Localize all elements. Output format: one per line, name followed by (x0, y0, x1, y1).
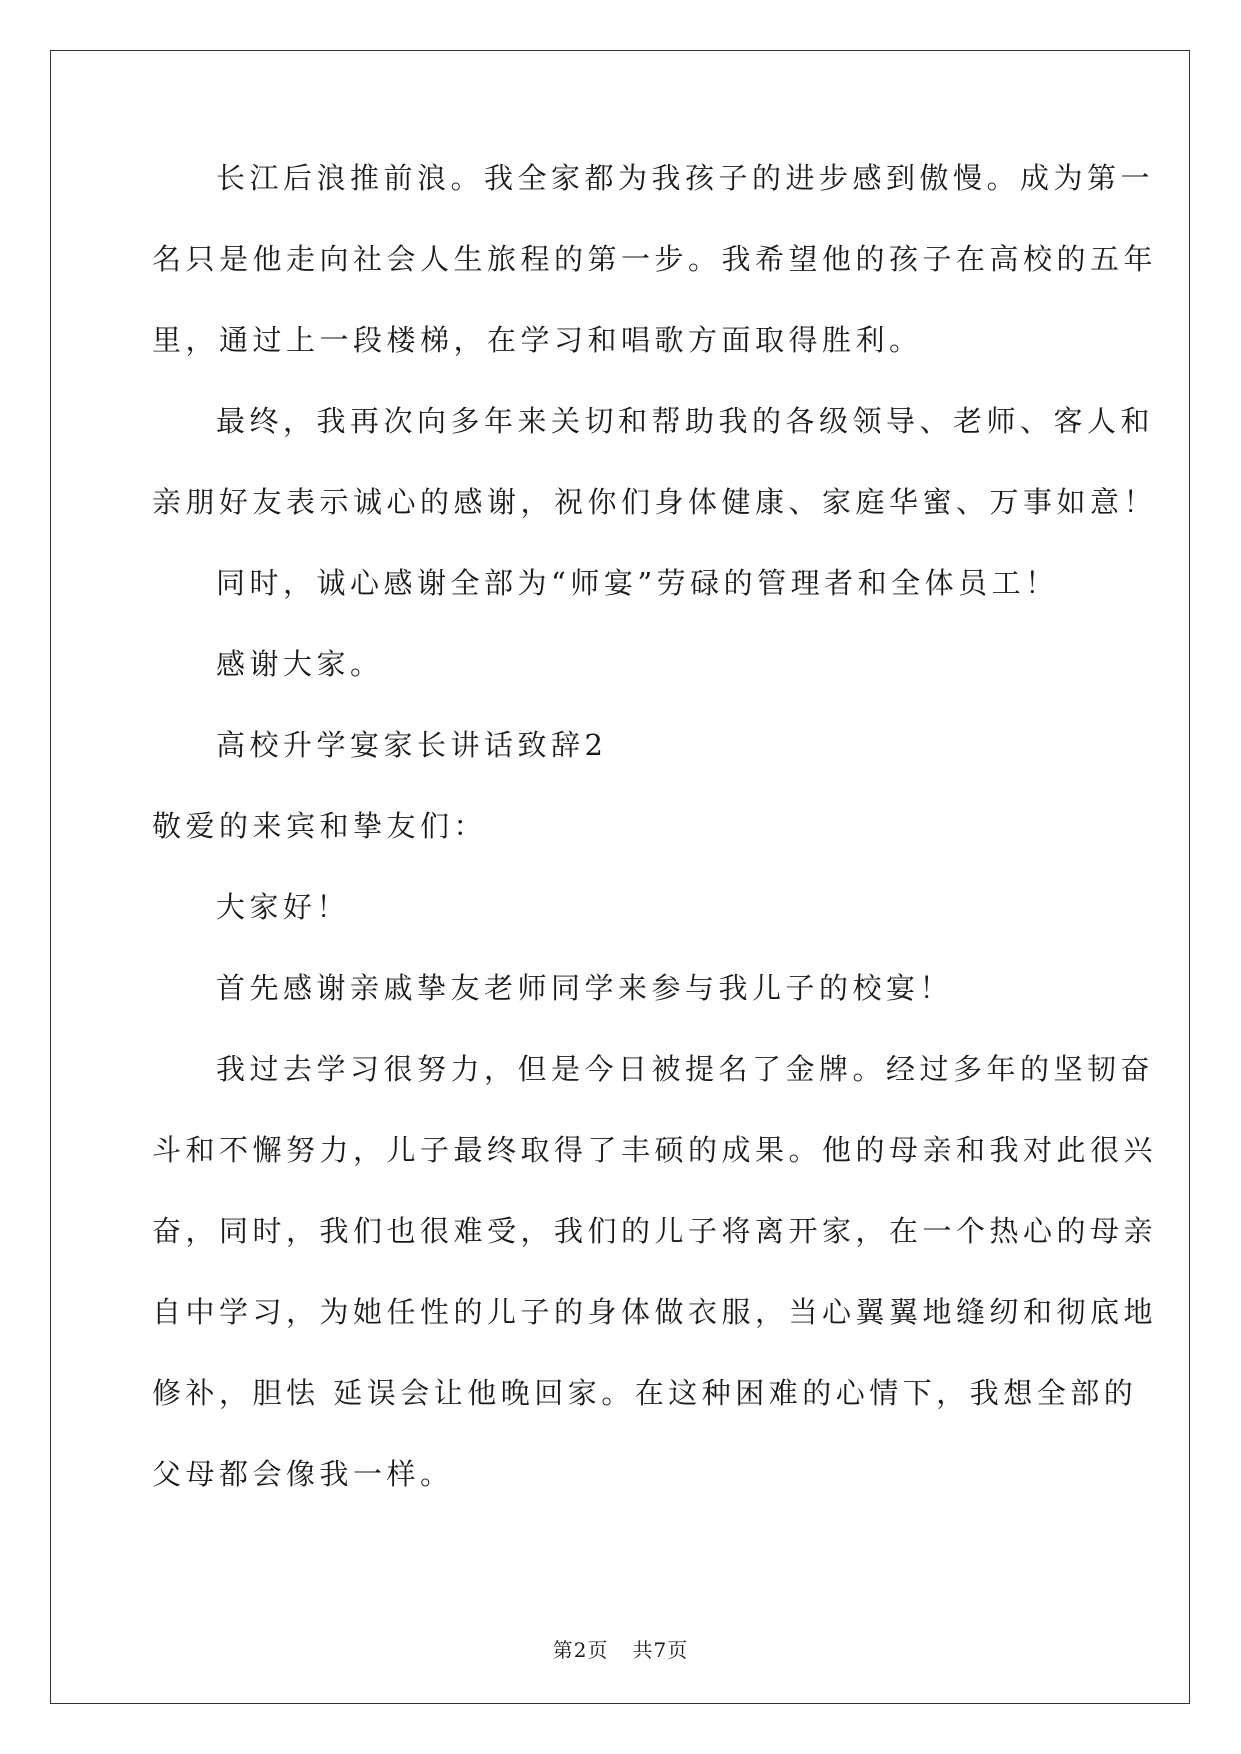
text-line: 长江后浪推前浪。我全家都为我孩子的进步感到傲慢。成为第一 (216, 161, 1155, 195)
page-total: 共7页 (632, 1638, 689, 1662)
document-body (152, 158, 1158, 1535)
text-line: 首先感谢亲戚挚友老师同学来参与我儿子的校宴！ (216, 971, 954, 1005)
text-line: 奋，同时，我们也很难受，我们的儿子将离开家，在一个热心的母亲 (152, 1214, 1158, 1248)
text-line: 同时，诚心感谢全部为“师宴”劳碌的管理者和全体员工！ (216, 566, 1059, 600)
text-line: 里，通过上一段楼梯，在学习和唱歌方面取得胜利。 (152, 323, 923, 357)
page-footer (0, 1634, 1241, 1663)
text-line: 自中学习，为她任性的儿子的身体做衣服，当心翼翼地缝纫和彻底地 (152, 1295, 1158, 1329)
text-line: 修补，胆怯 延误会让他晚回家。在这种困难的心情下，我想全部的 (152, 1376, 1138, 1410)
salutation: 敬爱的来宾和挚友们： (152, 809, 488, 843)
section-heading: 高校升学宴家长讲话致辞2 (216, 728, 608, 762)
text-line: 亲朋好友表示诚心的感谢，祝你们身体健康、家庭华蜜、万事如意！ (152, 485, 1158, 519)
text-line: 父母都会像我一样。 (152, 1457, 454, 1491)
text-line: 我过去学习很努力，但是今日被提名了金牌。经过多年的坚韧奋 (216, 1052, 1155, 1086)
page-number: 第2页 (552, 1638, 609, 1662)
text-line: 最终，我再次向多年来关切和帮助我的各级领导、老师、客人和 (216, 404, 1155, 438)
text-line: 感谢大家。 (216, 647, 384, 681)
text-line: 名只是他走向社会人生旅程的第一步。我希望他的孩子在高校的五年 (152, 242, 1158, 276)
greeting: 大家好！ (216, 890, 351, 924)
text-line: 斗和不懈努力，儿子最终取得了丰硕的成果。他的母亲和我对此很兴 (152, 1133, 1158, 1167)
